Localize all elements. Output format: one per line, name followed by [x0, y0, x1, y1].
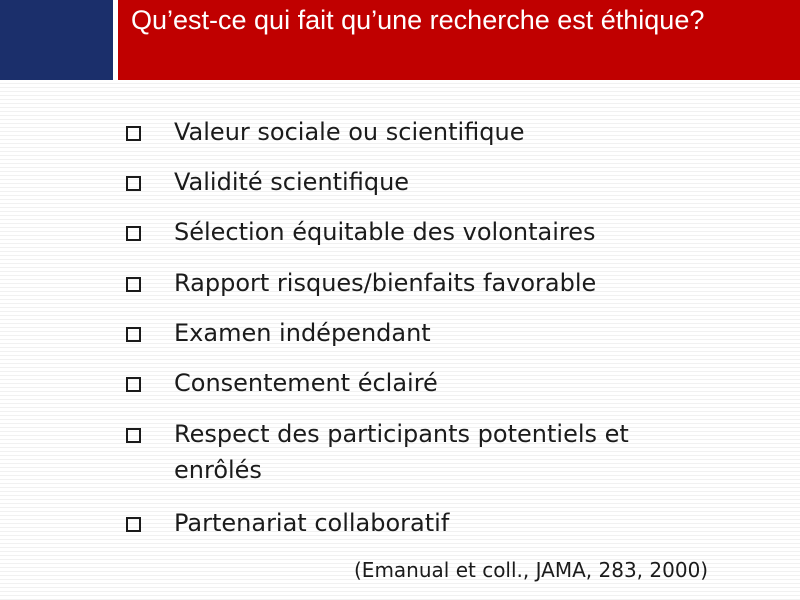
- square-bullet-icon: [126, 377, 141, 392]
- square-bullet-icon: [126, 226, 141, 241]
- bullet-text: Consentement éclairé: [174, 369, 438, 397]
- slide-title: Qu’est-ce qui fait qu’une recherche est éthique?: [131, 5, 705, 35]
- citation: (Emanual et coll., JAMA, 283, 2000): [354, 558, 709, 582]
- left-accent-bar: [0, 0, 113, 80]
- square-bullet-icon: [126, 517, 141, 532]
- square-bullet-icon: [126, 327, 141, 342]
- square-bullet-icon: [126, 126, 141, 141]
- bullet-text: Rapport risques/bienfaits favorable: [174, 269, 597, 297]
- square-bullet-icon: [126, 176, 141, 191]
- square-bullet-icon: [126, 428, 141, 443]
- bullet-text: Respect des participants potentiels et enrôlés: [174, 420, 629, 484]
- square-bullet-icon: [126, 277, 141, 292]
- bullet-text: Examen indépendant: [174, 319, 431, 347]
- bullet-text: Sélection équitable des volontaires: [174, 218, 596, 246]
- bullet-text: Validité scientifique: [174, 168, 410, 196]
- bullet-text: Partenariat collaboratif: [174, 509, 450, 537]
- bullet-text: Valeur sociale ou scientifique: [174, 118, 525, 146]
